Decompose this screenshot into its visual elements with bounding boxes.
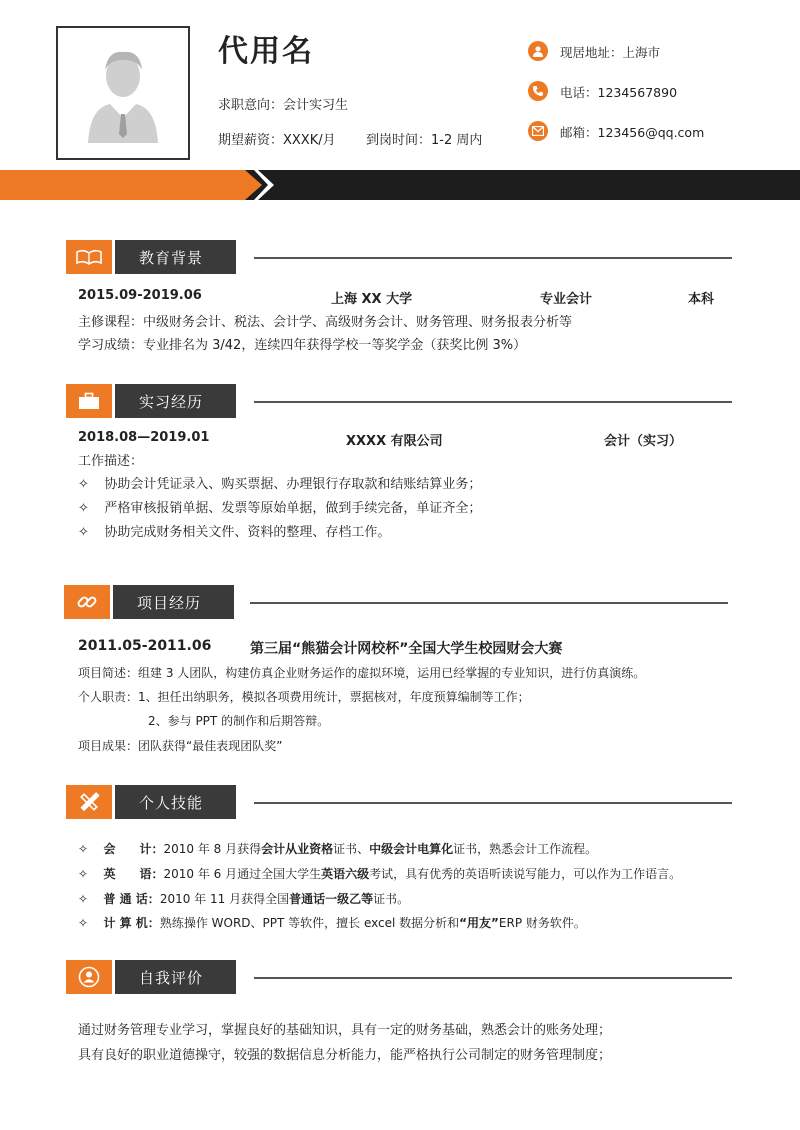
project-duty-2: 2、参与 PPT 的制作和后期答辩。	[148, 714, 330, 728]
intern-desc-label: 工作描述：	[78, 454, 144, 469]
expected-salary: 期望薪资：XXXK/月	[218, 133, 336, 148]
user-avatar-icon	[58, 28, 188, 158]
pencil-ruler-icon	[66, 785, 112, 819]
diamond-bullet-icon: ✧	[78, 842, 89, 856]
section-divider	[254, 401, 732, 403]
list-item: ✧ 协助会计凭证录入、购买票据、办理银行存取款和结账结算业务；	[78, 477, 482, 492]
person-icon	[66, 960, 112, 994]
edu-degree: 本科	[688, 292, 715, 307]
project-period: 2011.05-2011.06	[78, 638, 212, 654]
self-eval-line-1: 通过财务管理专业学习，掌握良好的基础知识，具有一定的财务基础，熟悉会计的账务处理；	[78, 1023, 612, 1038]
project-summary: 项目简述：组建 3 人团队，构建仿真企业财务运作的虚拟环境，运用已经掌握的专业知识，进行仿真演练。	[78, 666, 646, 680]
section-header-internship	[66, 384, 236, 418]
diamond-bullet-icon: ✧	[78, 525, 89, 540]
section-header-self	[66, 960, 236, 994]
location-icon	[528, 41, 548, 61]
list-item: ✧ 严格审核报销单据、发票等原始单据，做到手续完备，单证齐全；	[78, 501, 482, 516]
edu-school: 上海 XX 大学	[331, 292, 413, 307]
skill-item: ✧ 普 通 话：2010 年 11 月获得全国普通话一级乙等证书。	[78, 892, 410, 906]
skill-item: ✧ 会 计：2010 年 8 月获得会计从业资格证书、中级会计电算化证书，熟悉会计工作流程。	[78, 842, 598, 856]
section-divider	[250, 602, 728, 604]
diamond-bullet-icon: ✧	[78, 892, 89, 906]
section-title: 项目经历	[110, 585, 234, 619]
phone-text: 电话：1234567890	[560, 85, 678, 100]
address-text: 现居地址：上海市	[560, 45, 661, 60]
link-icon	[64, 585, 110, 619]
briefcase-icon	[66, 384, 112, 418]
intern-company: XXXX 有限公司	[346, 434, 443, 449]
diamond-bullet-icon: ✧	[78, 867, 89, 881]
book-icon	[66, 240, 112, 274]
project-title: 第三届“熊猫会计网校杯”全国大学生校园财会大赛	[250, 641, 563, 657]
diamond-bullet-icon: ✧	[78, 501, 89, 516]
mail-icon	[528, 121, 548, 141]
section-divider	[254, 257, 732, 259]
section-header-education	[66, 240, 236, 274]
diamond-bullet-icon: ✧	[78, 477, 89, 492]
edu-period: 2015.09-2019.06	[78, 288, 202, 303]
intern-role: 会计（实习）	[604, 434, 683, 449]
intern-period: 2018.08—2019.01	[78, 430, 210, 445]
section-title: 自我评价	[112, 960, 236, 994]
project-result: 项目成果：团队获得“最佳表现团队奖”	[78, 739, 283, 753]
self-eval-line-2: 具有良好的职业道德操守，较强的数据信息分析能力，能严格执行公司制定的财务管理制度；	[78, 1048, 612, 1063]
arrival-time: 到岗时间：1-2 周内	[366, 133, 483, 148]
section-header-project	[64, 585, 234, 619]
section-divider	[254, 802, 732, 804]
skill-item: ✧ 计 算 机：熟练操作 WORD、PPT 等软件，擅长 excel 数据分析和“用友”ERP 财务软件。	[78, 916, 586, 930]
edu-results: 学习成绩：专业排名为 3/42，连续四年获得学校一等奖学金（获奖比例 3%）	[78, 338, 527, 353]
section-title: 教育背景	[112, 240, 236, 274]
email-text: 邮箱：123456@qq.com	[560, 125, 705, 140]
diamond-bullet-icon: ✧	[78, 916, 89, 930]
section-title: 个人技能	[112, 785, 236, 819]
skill-item: ✧ 英 语：2010 年 6 月通过全国大学生英语六级考试，具有优秀的英语听读说写能力，可以作为工作语言。	[78, 867, 682, 881]
phone-icon	[528, 81, 548, 101]
section-title: 实习经历	[112, 384, 236, 418]
section-divider	[254, 977, 732, 979]
section-header-skills	[66, 785, 236, 819]
list-item: ✧ 协助完成财务相关文件、资料的整理、存档工作。	[78, 525, 391, 540]
profile-photo	[56, 26, 190, 160]
applicant-name: 代用名	[218, 34, 314, 69]
job-intent: 求职意向：会计实习生	[218, 98, 349, 113]
header-banner-orange	[0, 170, 262, 200]
edu-major: 专业会计	[540, 292, 593, 307]
edu-courses: 主修课程：中级财务会计、税法、会计学、高级财务会计、财务管理、财务报表分析等	[78, 315, 573, 330]
project-duty-1: 个人职责：1、担任出纳职务，模拟各项费用统计，票据核对，年度预算编制等工作；	[78, 690, 530, 704]
